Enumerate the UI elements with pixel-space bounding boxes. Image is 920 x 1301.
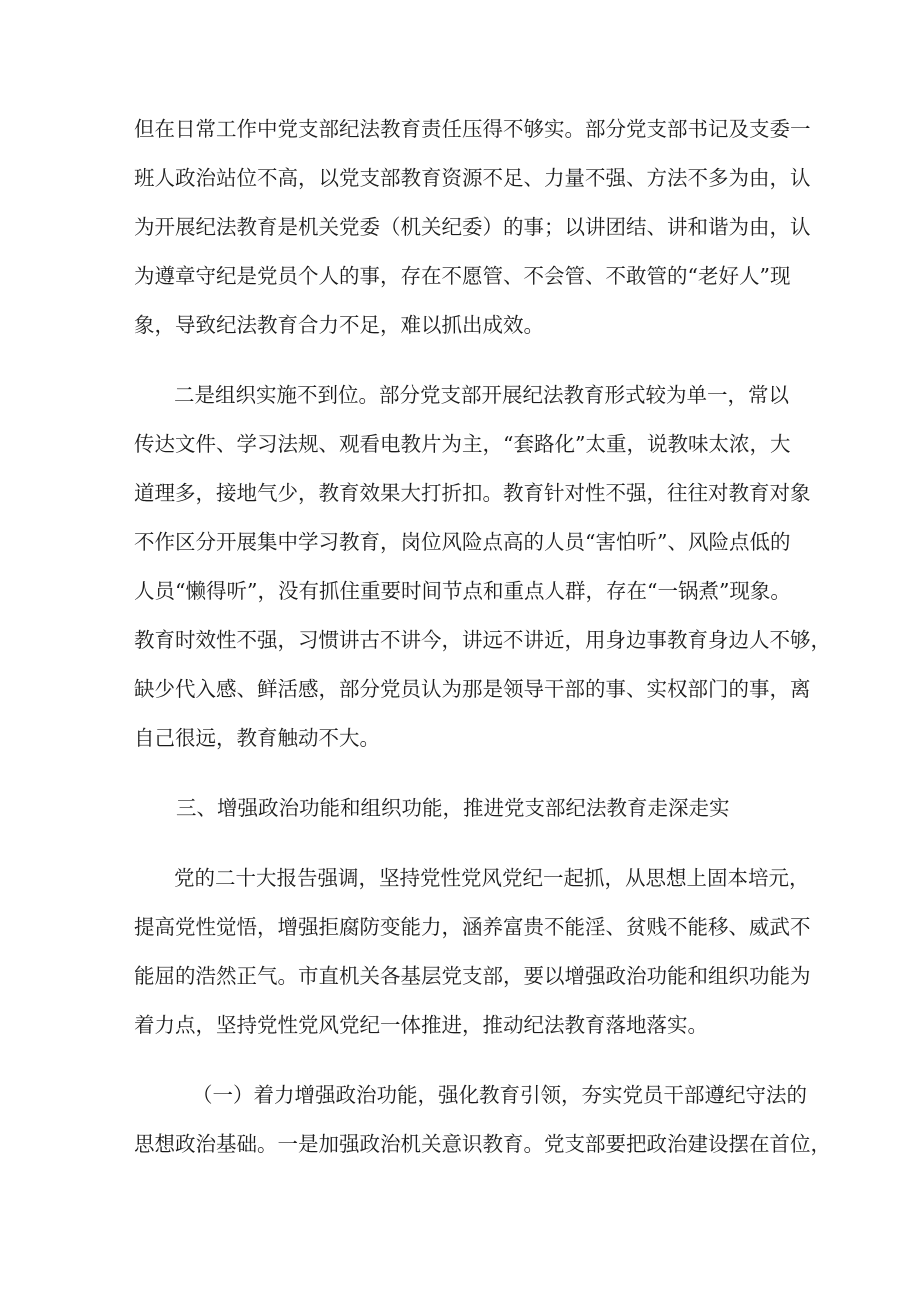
text-line: 二是组织实施不到位。部分党支部开展纪法教育形式较为单一，常以: [174, 383, 789, 407]
text-line: 不作区分开展集中学习教育，岗位风险点高的人员“害怕听”、风险点低的: [134, 530, 791, 554]
text-line: 着力点，坚持党性党风党纪一体推进，推动纪法教育落地落实。: [134, 1013, 708, 1037]
text-line: 教育时效性不强，习惯讲古不讲今，讲远不讲近，用身边事教育身边人不够，: [134, 628, 831, 652]
text-line: 党的二十大报告强调，坚持党性党风党纪一起抓，从思想上固本培元，: [174, 866, 810, 890]
text-line: 自己很远，教育触动不大。: [134, 726, 380, 750]
section-heading-text: 三、增强政治功能和组织功能，推进党支部纪法教育走深走实: [176, 796, 730, 820]
text-line: 为遵章守纪是党员个人的事，存在不愿管、不会管、不敢管的“老好人”现: [134, 264, 791, 288]
text-line: 缺少代入感、鲜活感，部分党员认为那是领导干部的事、实权部门的事，离: [134, 677, 811, 701]
text-line: 班人政治站位不高，以党支部教育资源不足、力量不强、方法不多为由，认: [134, 166, 811, 190]
text-line: 但在日常工作中党支部纪法教育责任压得不够实。部分党支部书记及支委一: [134, 117, 811, 141]
text-line: 为开展纪法教育是机关党委（机关纪委）的事；以讲团结、讲和谐为由，认: [134, 215, 811, 239]
text-line: 传达文件、学习法规、观看电教片为主，“套路化”太重，说教味太浓，大: [134, 432, 791, 456]
text-line: 道理多，接地气少，教育效果大打折扣。教育针对性不强，往往对教育对象: [134, 481, 811, 505]
text-line: 能屈的浩然正气。市直机关各基层党支部，要以增强政治功能和组织功能为: [134, 964, 811, 988]
text-line: 提高党性觉悟，增强拒腐防变能力，涵养富贵不能淫、贫贱不能移、威武不: [134, 915, 811, 939]
text-line: 人员“懒得听”，没有抓住重要时间节点和重点人群，存在“一锅煮”现象。: [134, 579, 791, 603]
text-line: 象，导致纪法教育合力不足，难以抓出成效。: [134, 313, 544, 337]
text-line: （一）着力增强政治功能，强化教育引领，夯实党员干部遵纪守法的: [192, 1083, 807, 1107]
text-line: 思想政治基础。一是加强政治机关意识教育。党支部要把政治建设摆在首位，: [134, 1132, 831, 1156]
